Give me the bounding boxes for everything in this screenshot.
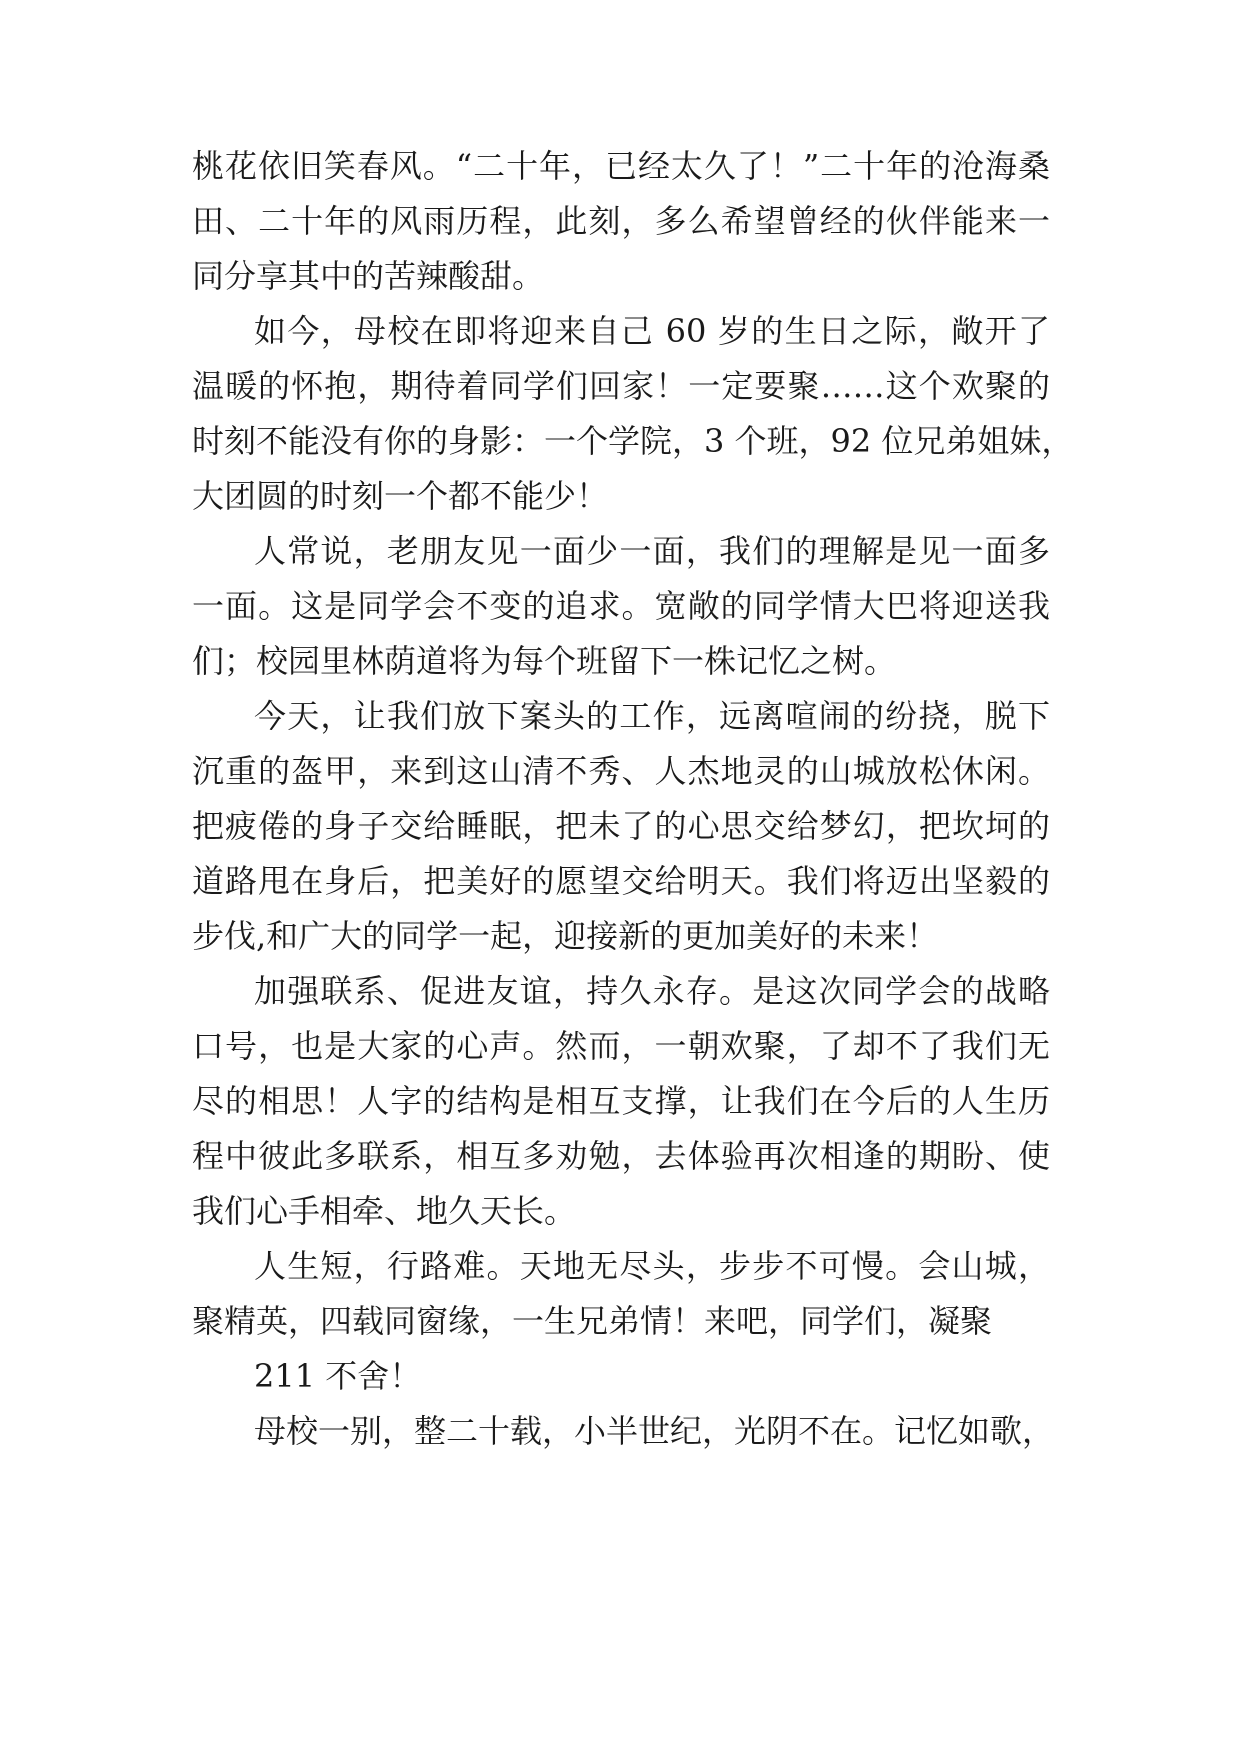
text-line: 把疲倦的身子交给睡眠，把未了的心思交给梦幻，把坎坷的 <box>192 807 1050 845</box>
text-line: 桃花依旧笑春风。“二十年，已经太久了！”二十年的沧海桑 <box>192 147 1050 185</box>
text-line: 程中彼此多联系，相互多劝勉，去体验再次相逢的期盼、使 <box>192 1137 1050 1175</box>
text-line: 沉重的盔甲，来到这山清不秀、人杰地灵的山城放松休闲。 <box>192 752 1050 790</box>
paragraph-first-line: 人生短，行路难。天地无尽头，步步不可慢。会山城， <box>254 1247 1050 1285</box>
text-line: 时刻不能没有你的身影：一个学院，3 个班，92 位兄弟姐妹， <box>192 422 1074 460</box>
paragraph-first-line: 人常说，老朋友见一面少一面，我们的理解是见一面多 <box>254 532 1050 570</box>
text-line: 尽的相思！人字的结构是相互支撑，让我们在今后的人生历 <box>192 1082 1050 1120</box>
text-line: 道路甩在身后，把美好的愿望交给明天。我们将迈出坚毅的 <box>192 862 1050 900</box>
paragraph-first-line: 加强联系、促进友谊，持久永存。是这次同学会的战略 <box>254 972 1050 1010</box>
text-line: 步伐,和广大的同学一起，迎接新的更加美好的未来！ <box>192 917 939 955</box>
paragraph-first-line: 母校一别，整二十载，小半世纪，光阴不在。记忆如歌， <box>254 1412 1055 1450</box>
paragraph-first-line: 今天，让我们放下案头的工作，远离喧闹的纷挠，脱下 <box>254 697 1050 735</box>
text-line: 我们心手相牵、地久天长。 <box>192 1192 577 1230</box>
text-line: 们；校园里林荫道将为每个班留下一株记忆之树。 <box>192 642 897 680</box>
text-line: 211 不舍！ <box>254 1357 422 1395</box>
text-line: 同分享其中的苦辣酸甜。 <box>192 257 545 295</box>
text-line: 大团圆的时刻一个都不能少！ <box>192 477 609 515</box>
text-line: 口号，也是大家的心声。然而，一朝欢聚，了却不了我们无 <box>192 1027 1050 1065</box>
text-line: 温暖的怀抱，期待着同学们回家！一定要聚……这个欢聚的 <box>192 367 1050 405</box>
text-line: 一面。这是同学会不变的追求。宽敞的同学情大巴将迎送我 <box>192 587 1050 625</box>
text-line: 田、二十年的风雨历程，此刻，多么希望曾经的伙伴能来一 <box>192 202 1050 240</box>
text-line: 聚精英，四载同窗缘，一生兄弟情！来吧，同学们，凝聚 <box>192 1302 993 1340</box>
paragraph-first-line: 如今，母校在即将迎来自己 60 岁的生日之际，敞开了 <box>254 312 1050 350</box>
